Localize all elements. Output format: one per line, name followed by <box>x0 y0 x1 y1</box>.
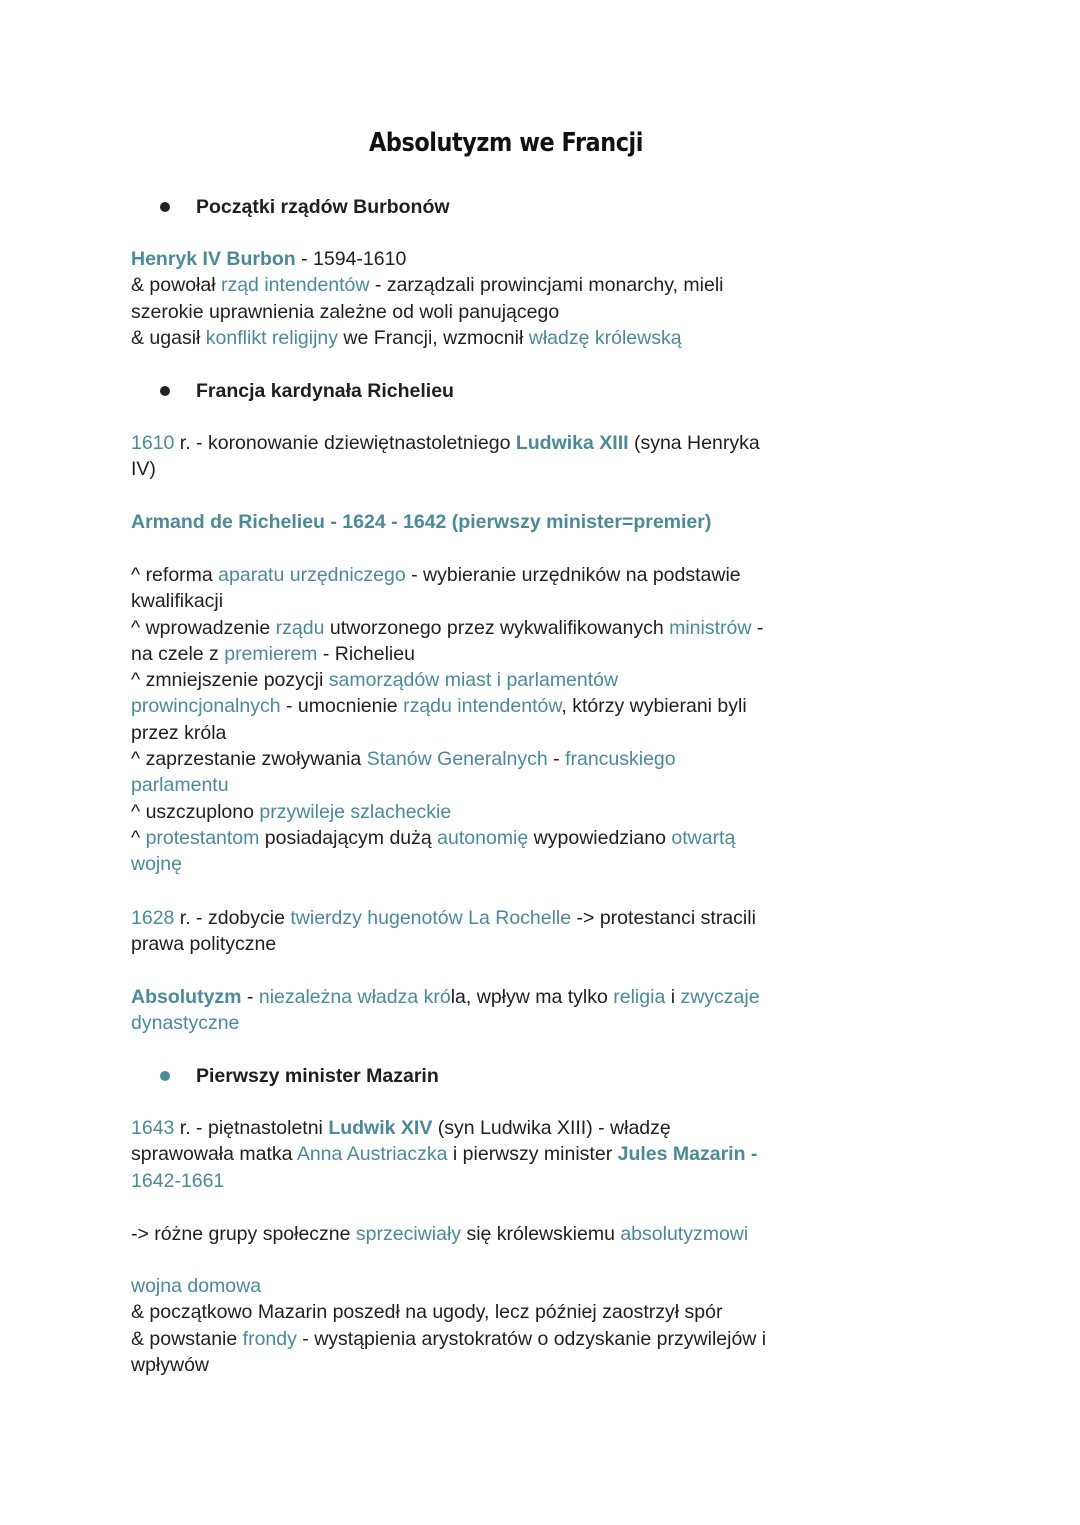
section-heading-richelieu <box>160 377 454 405</box>
text: wypowiedziano <box>528 826 672 849</box>
text: - 1594-1610 <box>295 248 407 270</box>
date: 1610 <box>131 432 175 454</box>
text: utworzonego przez wykwalifikowanych <box>324 616 670 639</box>
paragraph-civil-war <box>131 1273 791 1378</box>
text: IV) <box>131 458 156 481</box>
section-heading-mazarin <box>160 1062 439 1090</box>
text: & powołał <box>131 274 221 297</box>
term: władzę królewską <box>528 326 682 349</box>
date: 1628 <box>131 907 175 929</box>
text: , którzy wybierani byli <box>561 695 747 718</box>
paragraph-reforms <box>131 562 791 878</box>
text: sprawowała matka <box>131 1143 297 1166</box>
term: Jules Mazarin - <box>617 1143 758 1166</box>
term: twierdzy hugenotów La Rochelle <box>290 907 572 929</box>
paragraph-henryk <box>131 246 791 351</box>
text: -> różne grupy społeczne <box>131 1223 356 1245</box>
text: & powstanie <box>131 1327 243 1350</box>
text: przez króla <box>131 721 227 744</box>
text: ^ uszczuplono <box>131 800 260 823</box>
term: aparatu urzędniczego <box>218 564 406 586</box>
term: Stanów Generalnych <box>366 748 548 771</box>
bullet-icon <box>160 1071 170 1081</box>
term: rządu <box>275 616 325 639</box>
section-heading-burbons <box>160 193 450 221</box>
text: we Francji, wzmocnił <box>338 326 529 349</box>
term: wojnę <box>131 853 182 876</box>
text: ^ <box>131 826 146 849</box>
term: Anna Austriaczka <box>296 1143 448 1166</box>
term: Armand de Richelieu - 1624 - 1642 (pierwszy minister=premier) <box>131 511 712 533</box>
term: premierem <box>224 642 318 665</box>
term: frondy <box>242 1327 297 1350</box>
paragraph-absolutism <box>131 984 791 1037</box>
section-label: Początki rządów Burbonów <box>196 195 450 218</box>
text: r. - piętnastoletni <box>174 1117 329 1139</box>
term: absolutyzmowi <box>620 1223 749 1245</box>
term: rząd intendentów <box>220 274 370 297</box>
text: - <box>751 616 764 639</box>
term: otwartą <box>671 826 736 849</box>
term: Absolutyzm <box>131 986 242 1008</box>
term: samorządów miast i parlamentów <box>328 669 619 692</box>
term: rządu intendentów <box>403 695 562 718</box>
section-label: Francja kardynała Richelieu <box>196 379 454 402</box>
text: & początkowo Mazarin poszedł na ugody, lecz później zaostrzył spór <box>131 1301 723 1324</box>
term: parlamentu <box>131 774 229 797</box>
term: religia <box>613 986 666 1008</box>
text: (syna Henryka <box>628 432 760 454</box>
text: r. - koronowanie dziewiętnastoletniego <box>174 432 516 454</box>
term: zwyczaje <box>680 986 760 1008</box>
text: kwalifikacji <box>131 590 224 613</box>
text: wpływów <box>131 1353 210 1376</box>
text: & ugasił <box>131 326 206 349</box>
term: sprzeciwiały <box>355 1223 462 1245</box>
date: 1643 <box>131 1117 175 1139</box>
term: francuskiego <box>565 748 676 771</box>
term: autonomię <box>437 826 529 849</box>
term: wojna domowa <box>131 1275 262 1297</box>
text: i <box>665 986 681 1008</box>
section-label: Pierwszy minister Mazarin <box>196 1064 439 1087</box>
text: prawa polityczne <box>131 933 277 956</box>
paragraph-opposition <box>131 1221 791 1247</box>
bullet-icon <box>160 386 170 396</box>
date: 1642-1661 <box>131 1169 225 1192</box>
term: niezależna władza kró <box>258 986 451 1008</box>
text: - <box>547 748 566 771</box>
paragraph-1628 <box>131 905 791 958</box>
text: ^ zmniejszenie pozycji <box>131 669 329 692</box>
text: się królewskiemu <box>461 1223 621 1245</box>
text: - zarządzali prowincjami monarchy, mieli <box>369 274 724 297</box>
text: - <box>241 986 259 1008</box>
paragraph-richelieu <box>131 509 791 535</box>
term: prowincjonalnych <box>131 695 281 718</box>
text: (syn Ludwika XIII) - władzę <box>432 1117 671 1139</box>
text: na czele z <box>131 642 225 665</box>
text: ^ wprowadzenie <box>131 616 276 639</box>
bullet-icon <box>160 202 170 212</box>
text: - Richelieu <box>317 642 415 665</box>
text: -> protestanci stracili <box>571 907 756 929</box>
text: i pierwszy minister <box>447 1143 618 1166</box>
paragraph-1610 <box>131 430 791 483</box>
text: ^ zaprzestanie zwoływania <box>131 748 367 771</box>
text: - wybieranie urzędników na podstawie <box>405 564 741 586</box>
term: protestantom <box>145 826 260 849</box>
term: dynastyczne <box>131 1012 240 1035</box>
term: Ludwik XIV <box>328 1117 433 1139</box>
term: konflikt religijny <box>205 326 339 349</box>
term: ministrów <box>669 616 752 639</box>
document-title: Absolutyzm we Francji <box>369 128 643 158</box>
paragraph-1643 <box>131 1115 791 1194</box>
term: Henryk IV Burbon <box>131 248 296 270</box>
text: - umocnienie <box>280 695 404 718</box>
text: posiadającym dużą <box>259 826 438 849</box>
term: przywileje szlacheckie <box>259 800 452 823</box>
text: r. - zdobycie <box>174 907 291 929</box>
text: la, wpływ ma tylko <box>450 986 614 1008</box>
text: ^ reforma <box>131 564 219 586</box>
term: Ludwika XIII <box>515 432 629 454</box>
text: - wystąpienia arystokratów o odzyskanie przywilejów i <box>296 1327 767 1350</box>
text: szerokie uprawnienia zależne od woli panującego <box>131 300 560 323</box>
